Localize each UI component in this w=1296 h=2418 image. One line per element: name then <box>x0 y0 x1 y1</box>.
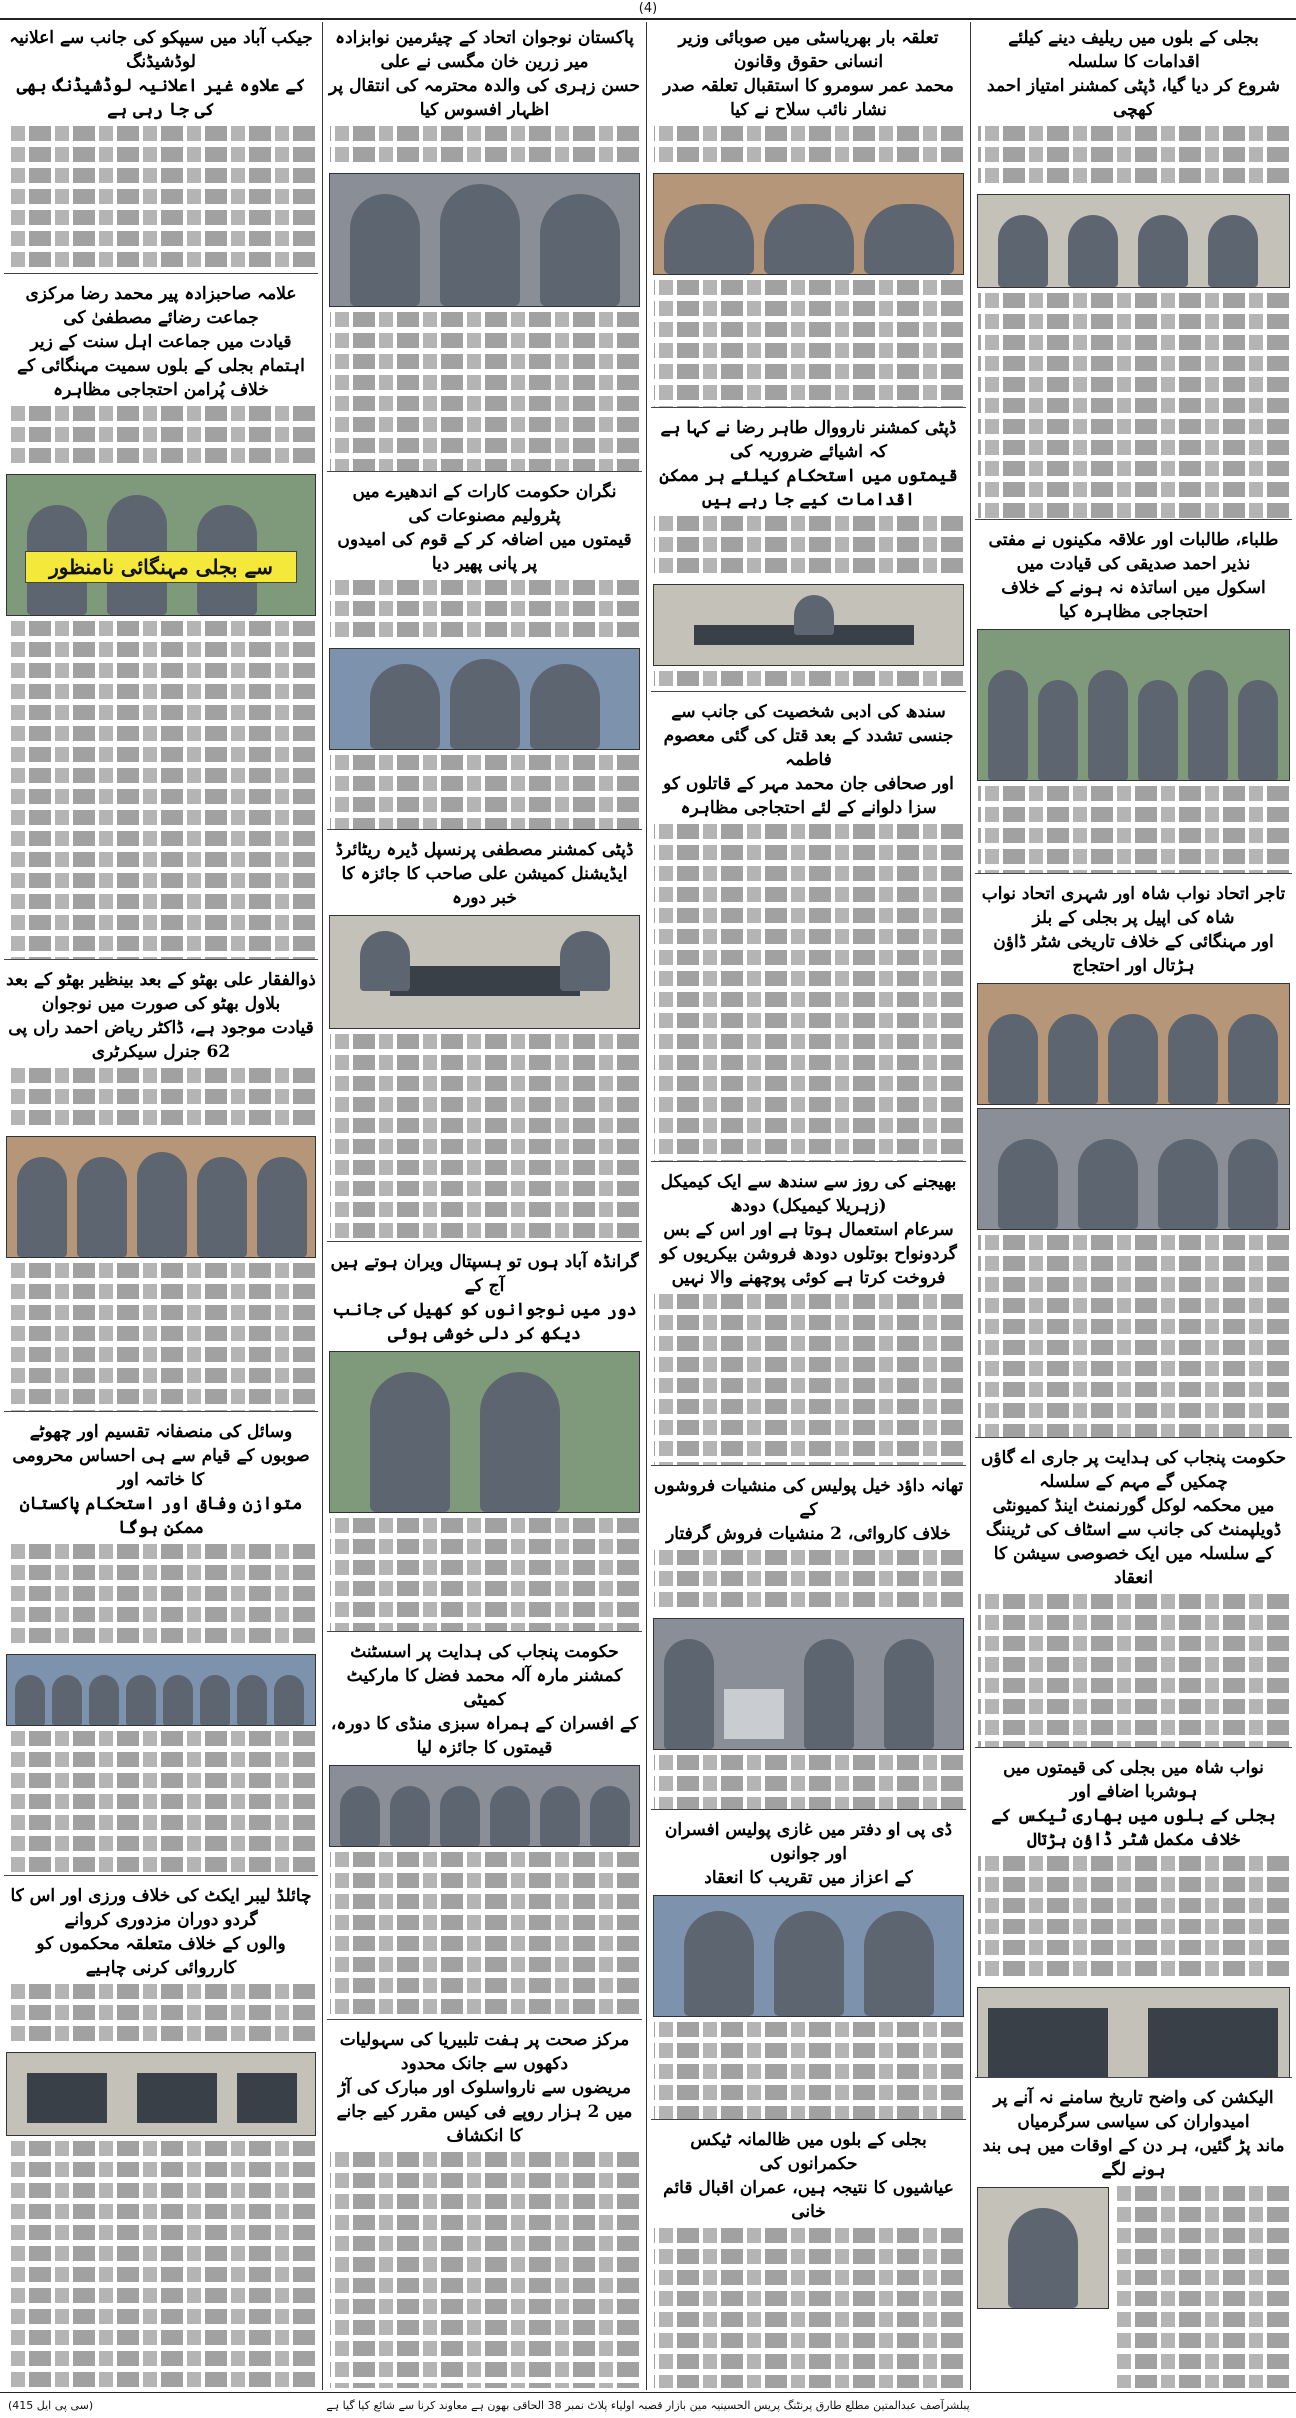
article-body <box>4 124 318 274</box>
article-headline: جیکب آباد میں سیپکو کی جانب سے اعلانیہ لوڈشیڈنگ کے علاوہ غیر اعلانیہ لوڈشیڈنگ بھی کی جا رہی ہے <box>9 28 313 120</box>
article-body <box>651 1292 966 1466</box>
article-headline: گرانڈہ آباد ہوں تو ہسپتال ویران ہوتے ہیں آج کے دور میں نوجوانوں کو کھیل کی جانب دیکھ کر دلی خوشی ہوئی <box>330 1252 639 1344</box>
article-body <box>975 291 1292 520</box>
article-headline: نواب شاہ میں بجلی کی قیمتوں میں ہوشربا اضافے اور بجلی کے بلوں میں بھاری ٹیکس کے خلاف مکمل شٹر ڈاؤن ہڑتال <box>991 1758 1276 1850</box>
article <box>4 964 318 1412</box>
article-body <box>651 278 966 408</box>
article-body <box>975 784 1292 874</box>
article-body <box>975 1233 1292 1438</box>
article-photo <box>6 474 316 616</box>
article-headline: تھانہ داؤد خیل پولیس کی منشیات فروشوں کے خلاف کاروائی، 2 منشیات فروش گرفتار <box>653 1476 964 1544</box>
article <box>651 1470 966 1810</box>
article-headline: حکومت پنجاب کی ہدایت پر جاری اے گاؤں چمکیں گے مہم کے سلسلہ میں محکمہ لوکل گورنمنٹ اینڈ کمیونٹی ڈویلپمنٹ کی جانب سے اسٹاف کی ٹریننگ کے سلسلہ میں ایک خصوصی سیشن کا انعقاد <box>980 1448 1287 1588</box>
article-headline: پاکستان نوجوان اتحاد کے چیئرمین نوابزادہ میر زرین خان مگسی نے علی حسن زہری کی والدہ محترمہ کی انتقال پر اظہار افسوس کیا <box>329 28 640 120</box>
article-photo <box>329 1765 640 1847</box>
article-body <box>327 124 642 170</box>
article-body <box>4 1729 318 1876</box>
article-headline: طلباء، طالبات اور علاقہ مکینوں نے مفتی نذیر احمد صدیقی کی قیادت میں اسکول میں اساتذہ نہ ہونے کے خلاف احتجاجی مظاہرہ کیا <box>988 530 1279 622</box>
article <box>4 1416 318 1876</box>
article <box>975 22 1292 520</box>
article-headline: چائلڈ لیبر ایکٹ کی خلاف ورزی اور اس کا گردو دوران مزدوری کروانے والوں کے خلاف متعلقہ محکموں کو کارروائی کرنی چاہیے <box>10 1886 312 1978</box>
article <box>651 2124 966 2388</box>
article <box>327 2024 642 2388</box>
article <box>975 1752 1292 2078</box>
article <box>651 696 966 1162</box>
footer-rule <box>0 2392 1296 2393</box>
article-body <box>4 404 318 471</box>
article <box>327 834 642 1242</box>
article-headline: بجلی کے بلوں میں ریلیف دینے کیلئے اقدامات کا سلسلہ شروع کر دیا گیا، ڈپٹی کمشنر امتیاز احمد کھچی <box>987 28 1280 120</box>
article-photo <box>6 1136 316 1258</box>
article-body <box>327 1850 642 2020</box>
article-headline: ذوالفقار علی بھٹو کے بعد بینظیر بھٹو کے بعد بلاول بھٹو کی صورت میں نوجوان قیادت موجود ہے، ڈاکٹر ریاض احمد راں پی 62 جنرل سیکرٹری <box>6 970 316 1062</box>
article-body <box>975 124 1292 191</box>
article-body <box>4 1261 318 1412</box>
article-headline: ڈپٹی کمشنر مصطفی پرنسپل ڈیرہ ریٹائرڈ ایڈیشنل کمیشن علی صاحب کا جائزہ کا خبر دورہ <box>335 840 634 908</box>
portrait-photo <box>977 2187 1109 2309</box>
article-body <box>327 578 642 645</box>
publisher-line: پبلشرآصف عبدالمتین مطلع طارق پرنٹنگ پریس الحسینیہ مین بازار قصبہ اولیاء پلاٹ نمبر 38 الحاقی بھون ہے معاوند کرنا سے شائع کیا گیا ہے <box>326 2399 970 2412</box>
article-body <box>4 1982 318 2049</box>
article-body <box>651 822 966 1162</box>
article-body <box>651 1548 966 1615</box>
article-body <box>651 2020 966 2120</box>
article-headline: علامہ صاحبزادہ پیر محمد رضا مرکزی جماعت رضائے مصطفیٰ کی قیادت میں جماعت اہل سنت کے زیر اہتمام بجلی کے بلوں سمیت مہنگائی کے خلاف پُرامن احتجاجی مظاہرہ <box>17 284 305 400</box>
article-photo <box>653 173 964 275</box>
article-body <box>1111 2184 1292 2388</box>
article-headline: تعلقہ بار بھریاسٹی میں صوبائی وزیر انسانی حقوق وقانون محمد عمر سومرو کا استقبال تعلقہ صدر نشار نائب سلاح نے کیا <box>663 28 954 120</box>
article-body <box>975 1854 1292 1984</box>
article-body <box>327 2150 642 2388</box>
article-headline: ڈپٹی کمشنر نارووال طاہر رضا نے کہا ہے کہ اشیائے ضروریہ کی قیمتوں میں استحکام کیلئے ہر ممکن اقدامات کیے جا رہے ہیں <box>659 418 958 510</box>
column-1 <box>971 22 1296 2390</box>
article-photo <box>329 915 640 1029</box>
protest-banner: سے بجلی مہنگائی نامنظور <box>25 551 296 583</box>
publication-code: (سی پی ایل 415) <box>8 2399 94 2412</box>
article <box>4 1880 318 2388</box>
article-body <box>651 124 966 170</box>
article-headline: سندھ کی ادبی شخصیت کی جانب سے جنسی تشدد کے بعد قتل کی گئی معصوم فاطمہ اور صحافی جان محمد مہر کے قاتلوں کو سزا دلوانے کے لئے احتجاجی مظاہرہ <box>663 702 954 818</box>
article-headline: مرکز صحت پر ہفت تلبیریا کی سہولیات دکھوں سے جانک محدود مریضوں سے نارواسلوک اور مبارک کی آڑ میں 2 ہزار روپے فی کیس مقرر کیے جانے کا انکشاف <box>336 2030 633 2146</box>
article-headline: الیکشن کی واضح تاریخ سامنے نہ آنے پر امیدواران کی سیاسی سرگرمیاں ماند پڑ گئیں، ہر دن کے اوقات میں ہی بند ہونے لگے <box>982 2088 1285 2180</box>
article-body <box>4 619 318 960</box>
top-rule <box>0 18 1296 20</box>
article <box>327 1246 642 1632</box>
article-body <box>4 2139 318 2388</box>
article <box>975 2082 1292 2388</box>
article <box>4 278 318 960</box>
article <box>651 1166 966 1466</box>
article <box>651 1814 966 2120</box>
article-photo <box>653 584 964 666</box>
article-body <box>651 2226 966 2388</box>
article-body <box>327 310 642 472</box>
article-body <box>651 514 966 581</box>
article-body <box>327 753 642 830</box>
article-body <box>327 1032 642 1242</box>
article-headline: نگران حکومت کارات کے اندھیرے میں پٹرولیم مصنوعات کی قیمتوں میں اضافہ کر کے قوم کی امیدوں پر پانی پھیر دیا <box>337 482 632 574</box>
article-photo <box>977 983 1290 1105</box>
article <box>975 524 1292 874</box>
article-headline: تاجر اتحاد نواب شاہ اور شہری اتحاد نواب شاہ کی اپیل پر بجلی کے بلز اور مہنگائی کے خلاف تاریخی شٹر ڈاؤن ہڑتال اور احتجاج <box>981 884 1286 976</box>
article <box>975 878 1292 1438</box>
article <box>651 412 966 692</box>
article-headline: حکومت پنجاب کی ہدایت پر اسسٹنٹ کمشنر مارہ آلہ محمد فضل کا مارکیٹ کمیٹی کے افسران کے ہمراہ سبزی منڈی کا دورہ، قیمتوں کا جائزہ لیا <box>330 1642 639 1758</box>
article-photo <box>329 648 640 750</box>
article-photo <box>977 629 1290 781</box>
article-photo <box>6 1654 316 1726</box>
article <box>327 1636 642 2020</box>
article <box>975 1442 1292 1748</box>
article-body <box>4 1066 318 1133</box>
article-photo <box>653 1895 964 2017</box>
article-photo <box>977 194 1290 288</box>
column-3 <box>323 22 646 2390</box>
page-number: (4) <box>638 1 658 16</box>
page-footer <box>0 2396 1296 2416</box>
article-headline: ڈی پی او دفتر میں غازی پولیس افسران اور جوانوں کے اعزاز میں تقریب کا انعقاد <box>664 1820 953 1888</box>
newspaper-columns <box>0 22 1296 2390</box>
article-headline: بھیجنے کی روز سے سندھ سے ایک کیمیکل (زہریلا کیمیکل) دودھ سرعام استعمال ہوتا ہے اور اس کے بس گردونواح بوتلوں دودھ فروشن بیکریوں کو فروخت کرتا ہے کوئی پوچھنے والا نہیں <box>660 1172 957 1288</box>
article-body <box>327 1516 642 1632</box>
article-headline: بجلی کے بلوں میں ظالمانہ ٹیکس حکمرانوں کی عیاشیوں کا نتیجہ ہیں، عمران اقبال قائم خانی <box>663 2130 954 2222</box>
column-4 <box>0 22 322 2390</box>
article-body <box>651 669 966 692</box>
article-photo <box>6 2052 316 2136</box>
article-headline: وسائل کی منصفانہ تقسیم اور چھوٹے صوبوں کے قیام سے ہی احساس محرومی کا خاتمہ اور متوازن وفاق اور استحکام پاکستان ممکن ہوگا <box>12 1422 310 1538</box>
article-body <box>975 1592 1292 1748</box>
article <box>4 22 318 274</box>
article <box>327 476 642 830</box>
article-photo <box>977 1987 1290 2078</box>
article <box>327 22 642 472</box>
column-2 <box>647 22 970 2390</box>
article-photo <box>977 1108 1290 1230</box>
article-photo <box>329 173 640 307</box>
article <box>651 22 966 408</box>
article-body <box>651 1753 966 1810</box>
article-photo <box>329 1351 640 1513</box>
article-layout <box>975 2184 1292 2388</box>
article-body <box>4 1542 318 1651</box>
article-photo <box>653 1618 964 1750</box>
